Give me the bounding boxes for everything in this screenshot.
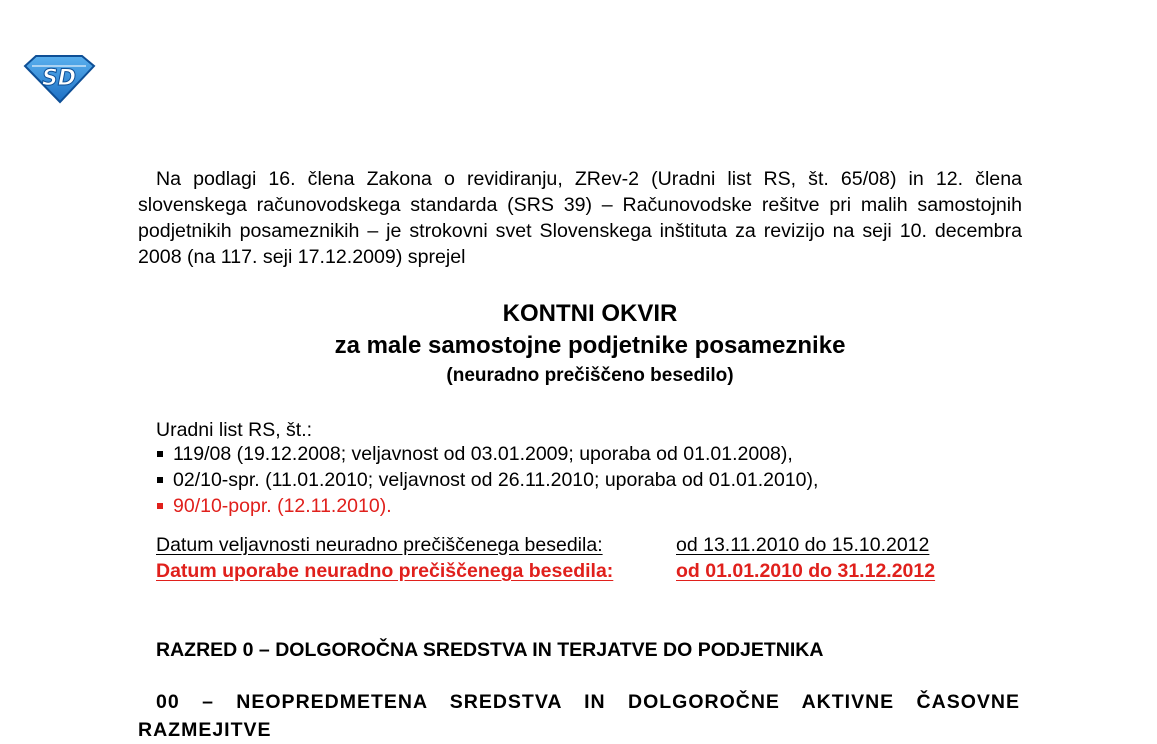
use-date-row (156, 558, 935, 584)
use-date-label: Datum uporabe neuradno prečiščenega besedila: (156, 560, 614, 582)
subclass-heading: 00 – NEOPREDMETENA SREDSTVA IN DOLGOROČNE AKTIVNE ČASOVNE RAZMEJITVE (138, 691, 1020, 741)
amendment-item: 90/10-popr. (12.11.2010). (156, 493, 818, 519)
amendment-list (156, 441, 818, 519)
use-date-value: od 01.01.2010 do 31.12.2012 (676, 560, 936, 582)
amendment-item: 119/08 (19.12.2008; veljavnost od 03.01.2009; uporaba od 01.01.2008), (156, 441, 818, 467)
svg-text:SD: SD (41, 66, 77, 91)
validity-date-label: Datum veljavnosti neuradno prečiščenega besedila: (156, 534, 603, 556)
uradni-list-header: Uradni list RS, št.: (156, 419, 313, 441)
sd-logo-icon (22, 52, 96, 104)
sd-shield-logo-icon (22, 52, 96, 104)
document-note: (neuradno prečiščeno besedilo) (446, 365, 734, 386)
amendment-item: 02/10-spr. (11.01.2010; veljavnost od 26.11.2010; uporaba od 01.01.2010), (156, 467, 818, 493)
document-subtitle: za male samostojne podjetnike posameznike (334, 332, 846, 359)
intro-paragraph: Na podlagi 16. člena Zakona o revidiranju, ZRev-2 (Uradni list RS, št. 65/08) in 12. člena slovenskega računovodskega standarda (SRS 39) – Računovodske rešitve pri malih samostojnih podjetnikih posameznikih – je strokovni svet Slovenskega inštituta za revizijo na seji 10. decembra 2008 (na 117. seji 17.12.2009) sprejel (138, 168, 1022, 268)
class-heading: RAZRED 0 – DOLGOROČNA SREDSTVA IN TERJATVE DO PODJETNIKA (156, 639, 824, 661)
validity-date-row (156, 532, 929, 558)
document-title: KONTNI OKVIR (502, 300, 678, 327)
validity-date-value: od 13.11.2010 do 15.10.2012 (676, 534, 930, 556)
